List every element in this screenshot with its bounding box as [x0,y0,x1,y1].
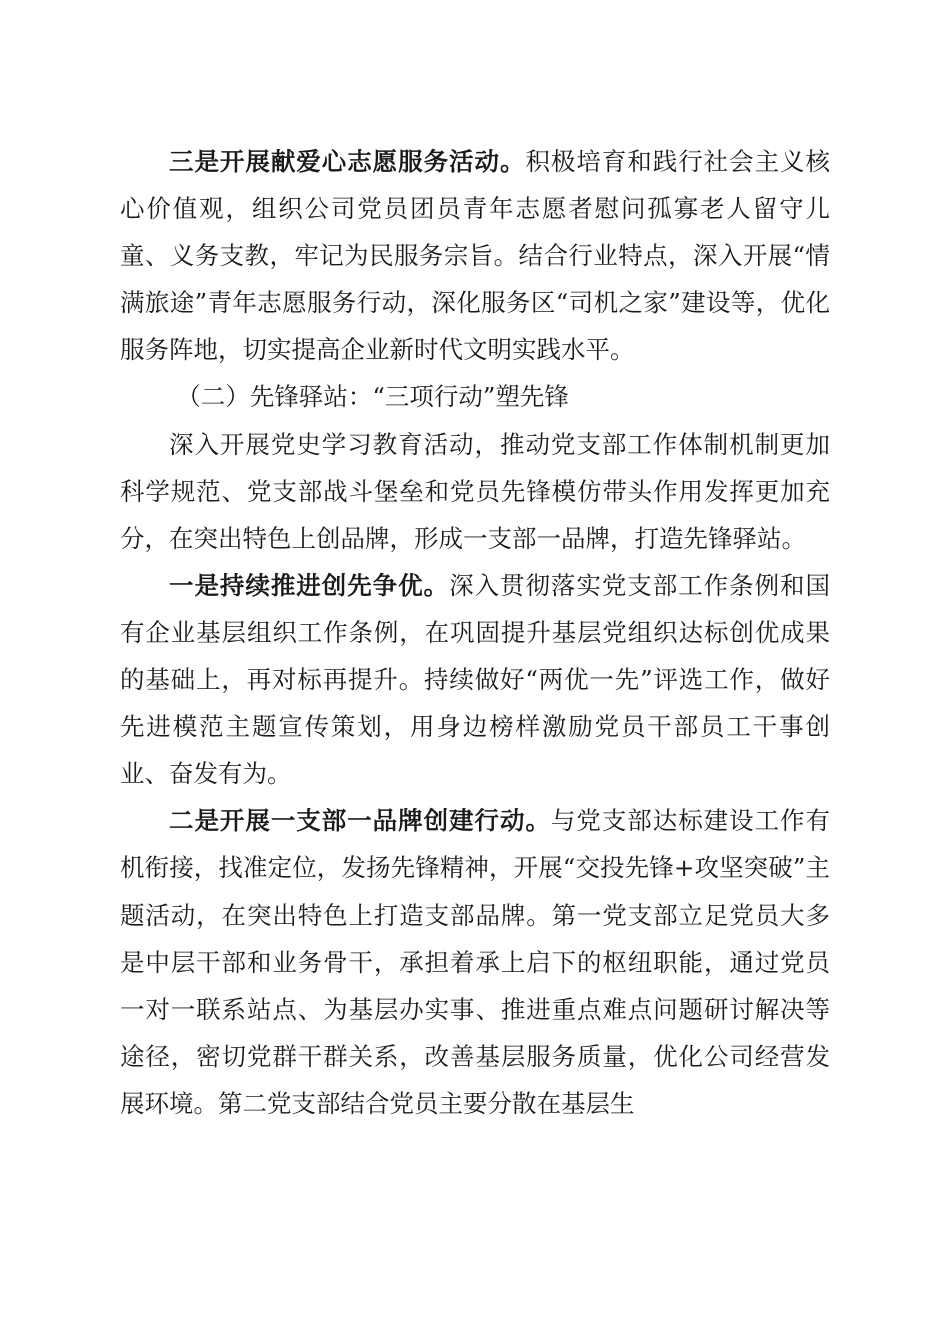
document-page [120,138,830,1127]
paragraph-body: 深入贯彻落实党支部工作条例和国有企业基层组织工作条例，在巩固提升基层党组织达标创优成果的基础上，再对标再提升。持续做好“两优一先”评选工作，做好先进模范主题宣传策划，用身边榜样激励党员干部员工干事创业、奋发有为。 [120,570,831,789]
paragraph-intro [120,421,830,562]
paragraph-lead: 三是开展献爱心志愿服务活动。 [169,147,526,176]
paragraph-branch-brand [120,797,830,1127]
paragraph-body: 深入开展党史学习教育活动，推动党支部工作体制机制更加科学规范、党支部战斗堡垒和党员先锋模仿带头作用发挥更加充分，在突出特色上创品牌，形成一支部一品牌，打造先锋驿站。 [120,429,830,553]
section-heading: （二）先锋驿站：“三项行动”塑先锋 [176,382,569,412]
paragraph-lead: 一是持续推进创先争优。 [169,570,450,600]
paragraph-volunteer-service [120,138,830,373]
paragraph-body: 积极培育和践行社会主义核心价值观，组织公司党员团员青年志愿者慰问孤寡老人留守儿童、义务支教，牢记为民服务宗旨。结合行业特点，深入开展“情满旅途”青年志愿服务行动，深化服务区“司机之家”建设等，优化服务阵地，切实提高企业新时代文明实践水平。 [120,147,831,365]
paragraph-body: 与党支部达标建设工作有机衔接，找准定位，发扬先锋精神，开展“交投先锋+攻坚突破”主题活动，在突出特色上打造支部品牌。第一党支部立足党员大多是中层干部和业务骨干，承担着承上启下的枢纽职能，通过党员一对一联系站点、为基层办实事、推进重点难点问题研讨解决等途径，密切党群干群关系，改善基层服务质量，优化公司经营发展环境。第二党支部结合党员主要分散在基层生 [120,806,831,1118]
paragraph-excellence [120,562,830,797]
paragraph-lead: 二是开展一支部一品牌创建行动。 [169,806,551,836]
